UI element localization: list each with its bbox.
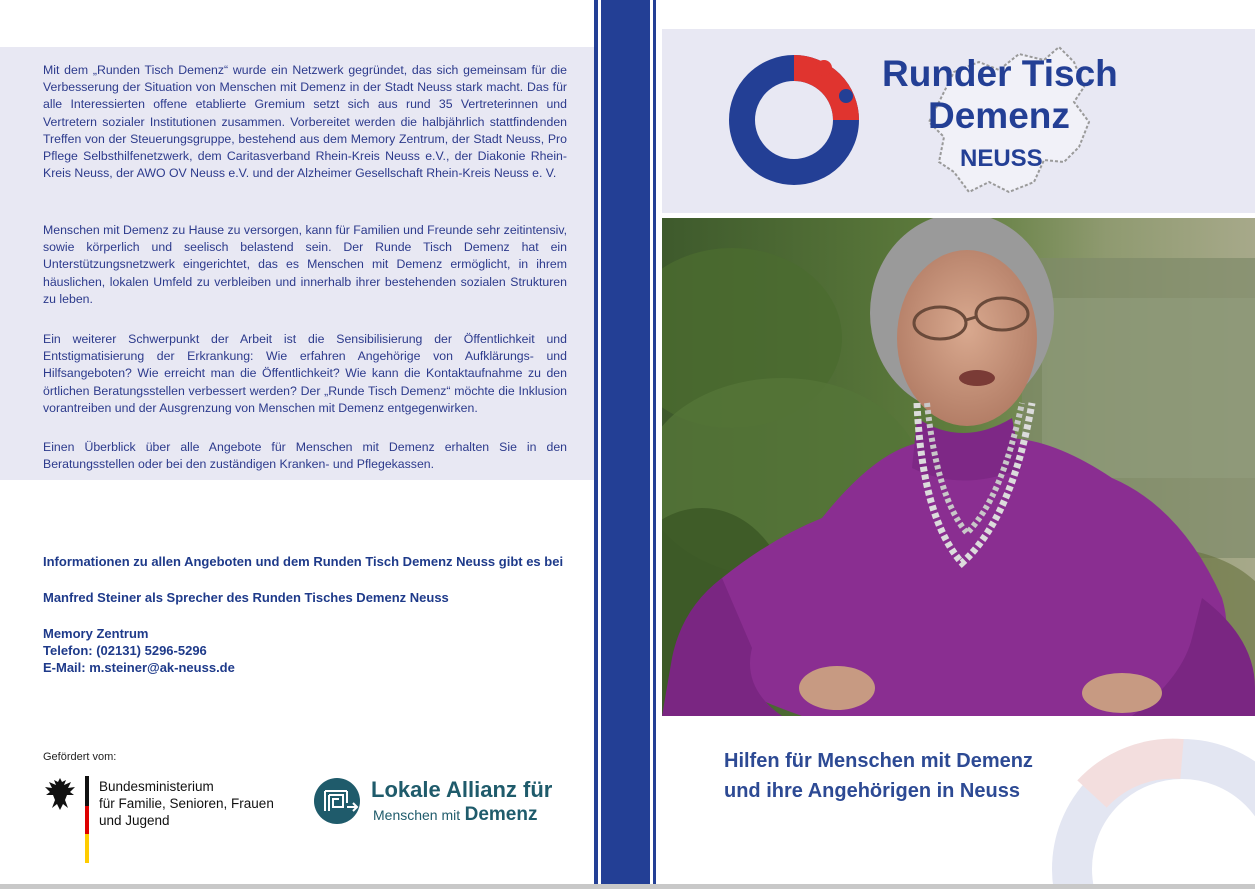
ministry-line-1: Bundesministerium [99, 779, 214, 794]
alliance-title: Lokale Allianz für [371, 777, 553, 802]
cover-photo [662, 218, 1255, 716]
paragraph-overview: Einen Überblick über alle Angebote für Menschen mit Demenz erhalten Sie in den Beratungsstellen oder bei den zuständigen Kranken- und Pflegekassen. [43, 440, 567, 472]
federal-eagle-icon [43, 776, 77, 812]
spine [594, 0, 656, 889]
subtitle-line-1: Hilfen für Menschen mit Demenz [724, 750, 1033, 772]
info-heading: Informationen zu allen Angeboten und dem Runden Tisch Demenz Neuss gibt es bei [43, 554, 564, 569]
contact-phone: Telefon: (02131) 5296-5296 [43, 643, 207, 658]
subtitle-line-2: und ihre Angehörigen in Neuss [724, 780, 1020, 802]
cover-subtitle [724, 746, 1033, 806]
runder-tisch-logo [724, 40, 1124, 205]
page-bottom-edge [0, 884, 1255, 889]
alliance-sub-2: Demenz [464, 804, 538, 825]
logo-line-1: Runder Tisch [882, 53, 1118, 94]
alliance-sub-1: Menschen mit [373, 807, 461, 823]
contact-email[interactable]: E-Mail: m.steiner@ak-neuss.de [43, 660, 235, 675]
back-cover-page [0, 0, 594, 889]
ministry-line-3: und Jugend [99, 813, 170, 828]
ministry-line-2: für Familie, Senioren, Frauen [99, 796, 274, 811]
ministry-logo [43, 776, 288, 866]
photo-elderly-woman [662, 218, 1255, 716]
puzzle-ring-icon [724, 50, 864, 190]
paragraph-awareness: Ein weiterer Schwerpunkt der Arbeit ist die Sensibilisierung der Öffentlichkeit und Entstigmatisierung der Erkrankung: Wie erfahren Angehörige von Aufklärungs- und Hilfsangeboten? Wie erreicht man die Öffentlichkeit? Wie kann die Kontaktaufnahme zu den örtlichen Beratungsstellen verbessert werden? Der „Runde Tisch Demenz“ möchte die Inklusion vorantreiben und der Ausgrenzung von Menschen mit Demenz entgegenwirken. [43, 332, 567, 415]
paragraph-support: Menschen mit Demenz zu Hause zu versorgen, kann für Familien und Freunde sehr zeitintensiv, sowie körperlich und seelisch belastend sein. Der Runde Tisch Demenz hat ein Unterstützungsnetzwerk eingerichtet, das es Menschen mit Demenz ermöglicht, in ihrem häuslichen, lokalen Umfeld zu verbleiben und innerhalb ihrer bestehenden sozialen Strukturen zu leben. [43, 223, 568, 306]
paragraph-network: Mit dem „Runden Tisch Demenz“ wurde ein Netzwerk gegründet, das sich gemeinsam für die Verbesserung der Situation von Menschen mit Demenz in der Stadt Neuss stark macht. Das für alle Interessierten offene etablierte Gremium setzt sich aus rund 35 Vertreterinnen und Vertretern sozialer Institutionen zusammen. Vorbereitet werden die halbjährlich stattfindenden Treffen von der Steuerungsgruppe, bestehend aus dem Memory Zentrum, der Stadt Neuss, Pro Pflege Selbsthilfenetzwerk, dem Caritasverband Rhein-Kreis Neuss e.V., der Diakonie Rhein-Kreis Neuss, der AWO OV Neuss e.V. und der Alzheimer Gesellschaft Rhein-Kreis Neuss e. V. [43, 63, 567, 181]
maze-circle-icon [313, 777, 361, 825]
contact-person: Manfred Steiner als Sprecher des Runden Tisches Demenz Neuss [43, 590, 449, 605]
lokale-allianz-logo [313, 775, 578, 827]
logo-line-3: NEUSS [960, 145, 1043, 172]
faded-ring-icon [1002, 719, 1255, 889]
contact-org: Memory Zentrum [43, 626, 149, 641]
funded-by-label: Gefördert vom: [43, 751, 117, 763]
spine-line-right [650, 0, 653, 889]
front-cover-page [662, 0, 1255, 889]
spine-line-left [598, 0, 601, 889]
logo-line-2: Demenz [928, 95, 1070, 136]
